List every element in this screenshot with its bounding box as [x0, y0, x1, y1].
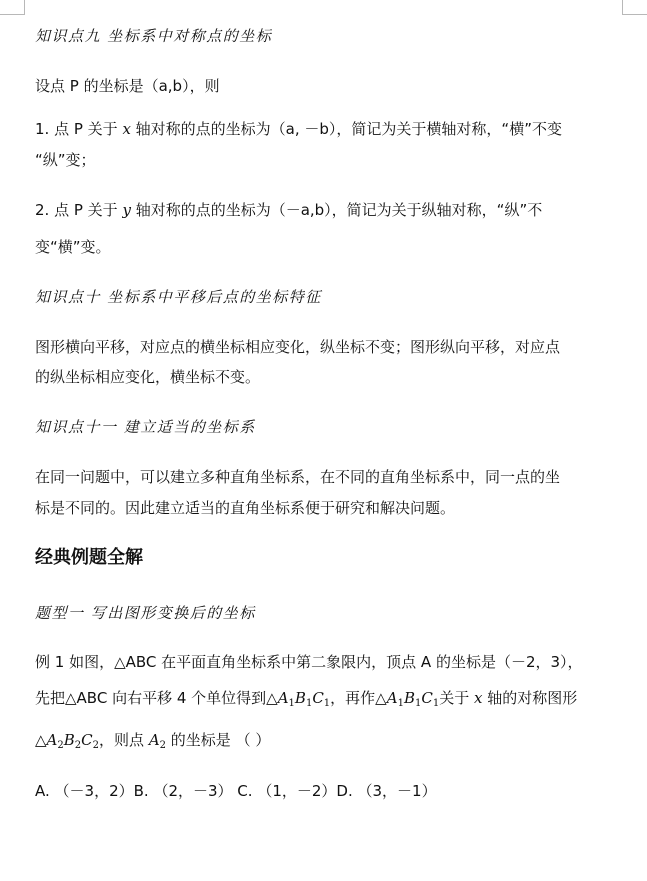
- k9-item1-text-b: 轴对称的点的坐标为（a, －b），简记为关于横轴对称，“横”不变: [130, 120, 562, 138]
- type1-heading: 题型一 写出图形变换后的坐标: [35, 604, 256, 622]
- k9-item2-text-b: 轴对称的点的坐标为（－a,b），简记为关于纵轴对称，“纵”不: [130, 201, 543, 219]
- k11-line2: 标是不同的。因此建立适当的直角坐标系便于研究和解决问题。: [35, 499, 456, 517]
- k9-item2-line2: 变“横”变。: [35, 238, 111, 256]
- k9-item1-line1: [35, 119, 637, 139]
- triangle-a1b1c1-ref: $A_1B_1C_1$: [386, 689, 440, 709]
- example1-options: A. （－3，2）B. （2，－3） C. （1，－2）D. （3，－1）: [35, 782, 437, 800]
- example1-line2-text-c: 关于: [439, 689, 474, 707]
- page-corner-marker-right: [622, 0, 647, 15]
- k10-line2: 的纵坐标相应变化，横坐标不变。: [35, 368, 261, 386]
- example1-line3-triangle-symbol: △: [35, 731, 47, 749]
- k10-line1: 图形横向平移，对应点的横坐标相应变化，纵坐标不变；图形纵向平移，对应点: [35, 338, 561, 356]
- k9-item1-axis: x: [122, 120, 131, 138]
- example1-line2-text-a: 先把△ABC 向右平移 4 个单位得到△: [35, 689, 278, 707]
- triangle-a2b2c2: $A_2B_2C_2$: [46, 731, 100, 751]
- k11-heading: 知识点十一 建立适当的坐标系: [35, 418, 256, 436]
- k9-item2-line1: [35, 200, 637, 220]
- example1-line2: [35, 688, 637, 714]
- example1-line3-text-c: 的坐标是 （ ）: [166, 731, 271, 749]
- example1-line3-text-b: ，则点: [99, 731, 149, 749]
- example1-axis: x: [473, 689, 483, 707]
- k9-heading: 知识点九 坐标系中对称点的坐标: [35, 27, 273, 45]
- k10-heading: 知识点十 坐标系中平移后点的坐标特征: [35, 288, 322, 306]
- k9-intro: 设点 P 的坐标是（a,b），则: [35, 77, 220, 95]
- k9-item2-axis: y: [122, 201, 131, 219]
- example1-line1: 例 1 如图，△ABC 在平面直角坐标系中第二象限内，顶点 A 的坐标是（－2，3），: [35, 653, 583, 671]
- k9-item1-line2: “纵”变；: [35, 151, 96, 169]
- example1-line3: [35, 730, 637, 756]
- triangle-a1b1c1: $A_1B_1C_1$: [277, 689, 331, 709]
- k11-line1: 在同一问题中，可以建立多种直角坐标系，在不同的直角坐标系中，同一点的坐: [35, 468, 561, 486]
- k9-item2-text-a: 2. 点 P 关于: [35, 201, 123, 219]
- point-a2: $A_2$: [148, 731, 167, 751]
- page-corner-marker-left: [0, 0, 25, 15]
- k9-item1-text-a: 1. 点 P 关于: [35, 120, 123, 138]
- section-title: 经典例题全解: [35, 547, 143, 568]
- example1-line2-text-d: 轴的对称图形: [482, 689, 578, 707]
- example1-line2-text-b: ，再作△: [330, 689, 387, 707]
